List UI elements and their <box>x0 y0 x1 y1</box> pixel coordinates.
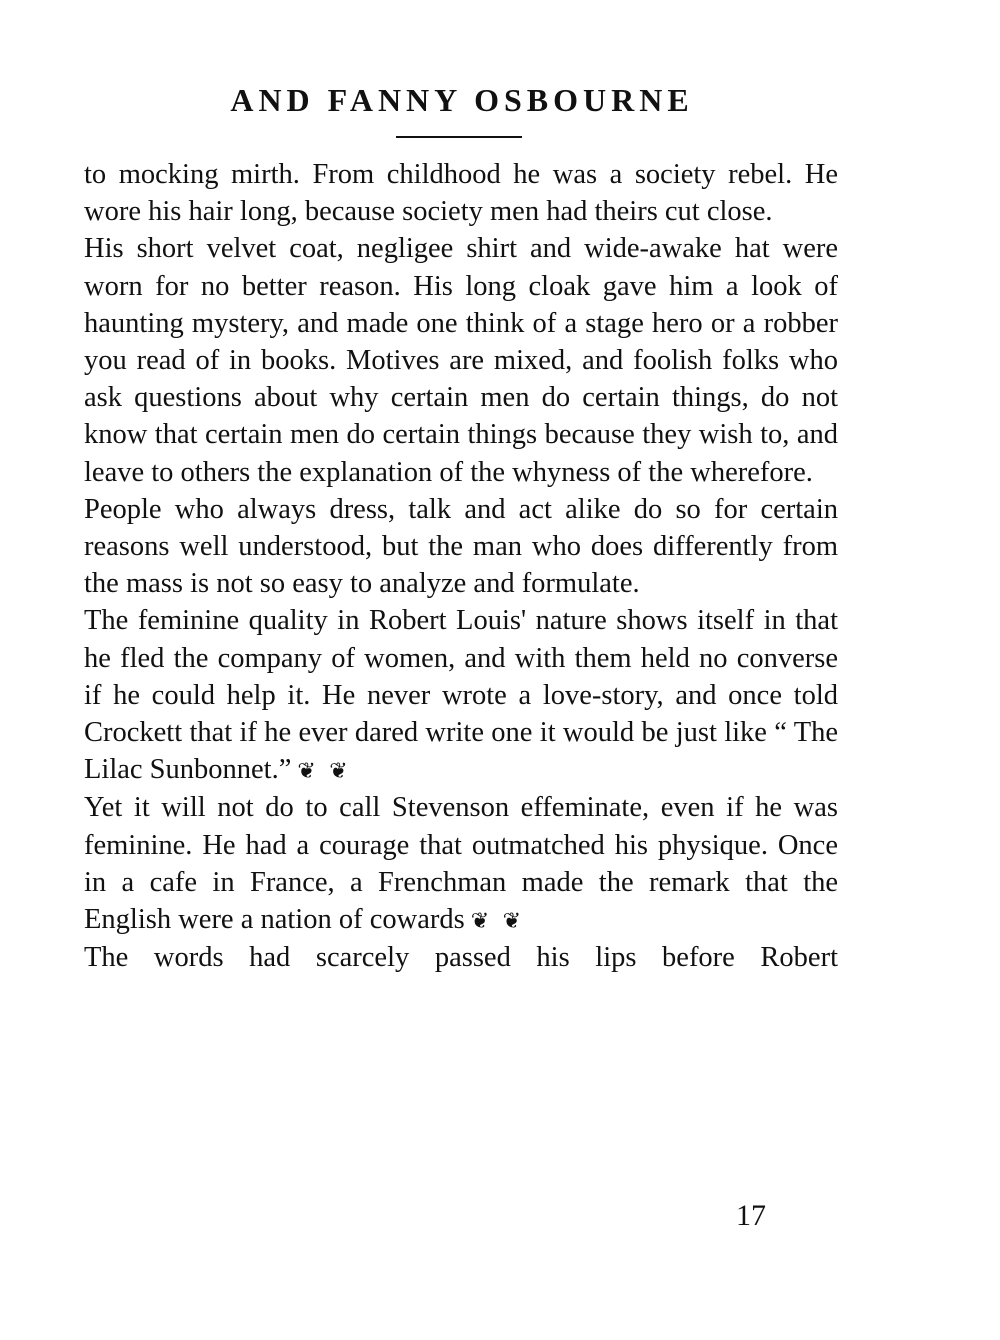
paragraph <box>84 602 838 789</box>
text-line: why certain men do certain things, do not know that <box>84 382 838 451</box>
paragraph <box>84 230 838 490</box>
text-line: People who always dress, talk and act alike do so for <box>84 493 748 525</box>
text-line: The feminine quality in Robert Louis' nature shows <box>84 605 688 637</box>
text-line: wrote a love-story, and once told Crockett that if he <box>84 679 838 749</box>
text-line: Sunbonnet.” <box>149 754 292 786</box>
paragraph <box>84 939 838 976</box>
text-line: certain reasons well understood, but the man who does <box>84 493 838 563</box>
fleuron-ornament: ❦ ❦ <box>297 758 352 784</box>
fleuron-ornament: ❦ ❦ <box>470 908 526 934</box>
text-line: to mocking mirth. From childhood he was a society <box>84 159 716 190</box>
text-line: are mixed, and foolish folks who ask questions about <box>84 345 838 414</box>
text-line: cowards <box>369 904 465 936</box>
text-line: Yet it will not do to call Stevenson effeminate, even <box>84 792 715 824</box>
paragraph <box>84 491 838 603</box>
text-line: his physique. Once in a cafe in France, a Frenchman <box>84 829 838 898</box>
text-line: and formulate. <box>473 568 640 600</box>
page-number: 17 <box>736 1199 766 1232</box>
text-line: differently from the mass is not so easy to analyze <box>84 531 838 600</box>
text-line: The words had scarcely passed his lips before Robert <box>84 942 838 974</box>
text-line: if he was feminine. He had a courage that outmatched <box>84 792 838 861</box>
text-line: itself in that he fled the company of women, and with <box>84 605 838 674</box>
paragraph <box>84 789 838 939</box>
text-line: them held no converse if he could help it. He never <box>84 642 839 711</box>
text-line: him a look of haunting mystery, and made one think <box>84 270 838 339</box>
text-line: of a stage hero or a robber you read of in books. Motives <box>84 307 838 377</box>
running-head: AND FANNY OSBOURNE <box>230 82 694 118</box>
text-line: theirs cut close. <box>594 196 773 228</box>
text-line: and leave to others the explanation of the whyness of <box>84 419 838 488</box>
text-line: certain men do certain things because they wish to, <box>205 419 790 451</box>
paragraph <box>84 156 838 230</box>
text-line: made the remark that the English were a nation of <box>84 866 839 936</box>
text-line: the wherefore. <box>648 456 813 488</box>
text-line: hat were worn for no better reason. His long cloak gave <box>84 233 838 302</box>
text-line: rebel. He wore his hair long, because society men had <box>84 159 838 228</box>
head-rule <box>396 136 522 138</box>
body-text <box>84 156 838 976</box>
text-line: ever dared write one it would be just like “ The Lilac <box>84 717 839 786</box>
text-line: His short velvet coat, negligee shirt and wide-awake <box>84 233 722 265</box>
